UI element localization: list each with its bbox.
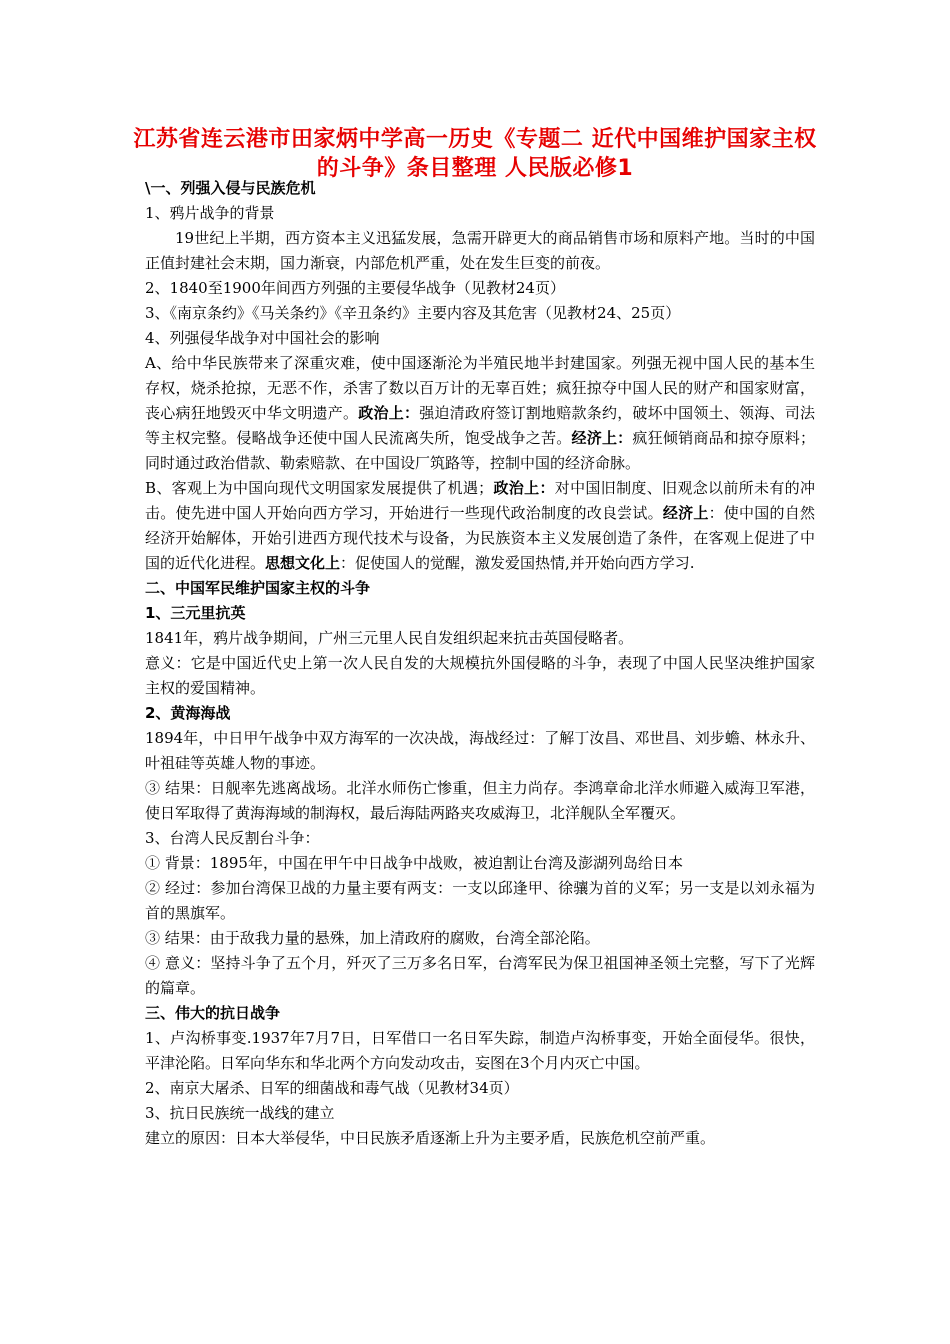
bold-label: 经济上 <box>662 504 709 522</box>
bold-label: 思想文化上 <box>265 554 341 572</box>
paragraph-text: B、客观上为中国向现代文明国家发展提供了机遇； <box>145 479 494 497</box>
paragraph: 1、卢沟桥事变.1937年7月7日，日军借口一名日军失踪，制造卢沟桥事变，开始全面侵华。很快，平津沦陷。日军向华东和华北两个方向发动攻击，妄图在3个月内灭亡中国。 <box>145 1029 815 1072</box>
bold-label: 政治上： <box>493 479 555 497</box>
section-heading: 三、伟大的抗日战争 <box>145 1004 281 1022</box>
paragraph: 1841年，鸦片战争期间，广州三元里人民自发组织起来抗击英国侵略者。 <box>145 629 634 647</box>
paragraph <box>145 351 815 476</box>
paragraph-text: A、给中华民族带来了深重灾难，使中国逐渐沦为半殖民地半封建国家。列强无视中国人民的基本生存权，烧杀抢掠，无恶不作，杀害了数以百万计的无辜百姓；疯狂掠夺中国人民的财产和国家财富，丧心病狂地毁灭中华文明遗产。 <box>145 354 815 422</box>
paragraph: 1894年，中日甲午战争中双方海军的一次决战，海战经过：了解丁汝昌、邓世昌、刘步蟾、林永升、叶祖硅等英雄人物的事迹。 <box>145 729 815 772</box>
paragraph <box>145 476 815 576</box>
paragraph: 3、抗日民族统一战线的建立 <box>145 1104 335 1122</box>
paragraph: ③ 结果：日舰率先逃离战场。北洋水师伤亡惨重，但主力尚存。李鸿章命北洋水师避入威海卫军港，使日军取得了黄海海域的制海权，最后海陆两路夹攻威海卫，北洋舰队全军覆灭。 <box>145 779 815 822</box>
paragraph: ① 背景：1895年，中国在甲午中日战争中战败，被迫割让台湾及澎湖列岛给日本 <box>145 854 683 872</box>
paragraph-text: ：使中国的自然经济开始解体，开始引进西方现代技术与设备，为民族资本主义发展创造了条件，在客观上促进了中国的近代化进程。 <box>145 504 815 572</box>
bold-label: 经济上： <box>571 429 633 447</box>
section-heading: 2、黄海海战 <box>145 704 231 722</box>
section-heading: \一、列强入侵与民族危机 <box>145 179 316 197</box>
paragraph: 4、列强侵华战争对中国社会的影响 <box>145 329 380 347</box>
paragraph: 3、《南京条约》《马关条约》《辛丑条约》主要内容及其危害（见教材24、25页） <box>145 304 681 322</box>
paragraph: 建立的原因：日本大举侵华，中日民族矛盾逐渐上升为主要矛盾，民族危机空前严重。 <box>145 1129 716 1147</box>
paragraph: ② 经过：参加台湾保卫战的力量主要有两支：一支以邱逢甲、徐骧为首的义军；另一支是以刘永福为首的黑旗军。 <box>145 879 815 922</box>
section-heading: 1、三元里抗英 <box>145 604 246 622</box>
bold-label: 政治上： <box>358 404 420 422</box>
paragraph: 3、台湾人民反割台斗争： <box>145 829 320 847</box>
paragraph: 2、南京大屠杀、日军的细菌战和毒气战（见教材34页） <box>145 1079 519 1097</box>
paragraph: 1、鸦片战争的背景 <box>145 204 275 222</box>
paragraph-text: 强迫清政府签订割地赔款条约，破坏中国领土、领海、司法等主权完整。侵略战争还使中国人民流离失所，饱受战争之苦。 <box>145 404 815 447</box>
paragraph: 2、1840至1900年间西方列强的主要侵华战争（见教材24页） <box>145 279 565 297</box>
paragraph: ④ 意义：坚持斗争了五个月，歼灭了三万多名日军，台湾军民为保卫祖国神圣领土完整，写下了光辉的篇章。 <box>145 954 815 997</box>
section-heading: 二、中国军民维护国家主权的斗争 <box>145 579 371 597</box>
paragraph: 19世纪上半期，西方资本主义迅猛发展，急需开辟更大的商品销售市场和原料产地。当时的中国正值封建社会末期，国力渐衰，内部危机严重，处在发生巨变的前夜。 <box>145 229 815 272</box>
paragraph-text: 疯狂倾销商品和掠夺原料；同时通过政治借款、勒索赔款、在中国设厂筑路等，控制中国的经济命脉。 <box>145 429 815 472</box>
document-body <box>145 176 815 1151</box>
document-title: 江苏省连云港市田家炳中学高一历史《专题二 近代中国维护国家主权的斗争》条目整理 人民版必修1 <box>133 127 817 181</box>
paragraph-text: 对中国旧制度、旧观念以前所未有的冲击。使先进中国人开始向西方学习，开始进行一些现代政治制度的改良尝试。 <box>145 479 815 522</box>
paragraph: ③ 结果：由于敌我力量的悬殊，加上清政府的腐败，台湾全部沦陷。 <box>145 929 600 947</box>
paragraph: 意义：它是中国近代史上第一次人民自发的大规模抗外国侵略的斗争，表现了中国人民坚决维护国家主权的爱国精神。 <box>145 654 815 697</box>
paragraph-text: ：促使国人的觉醒，激发爱国热情,并开始向西方学习. <box>340 554 695 572</box>
